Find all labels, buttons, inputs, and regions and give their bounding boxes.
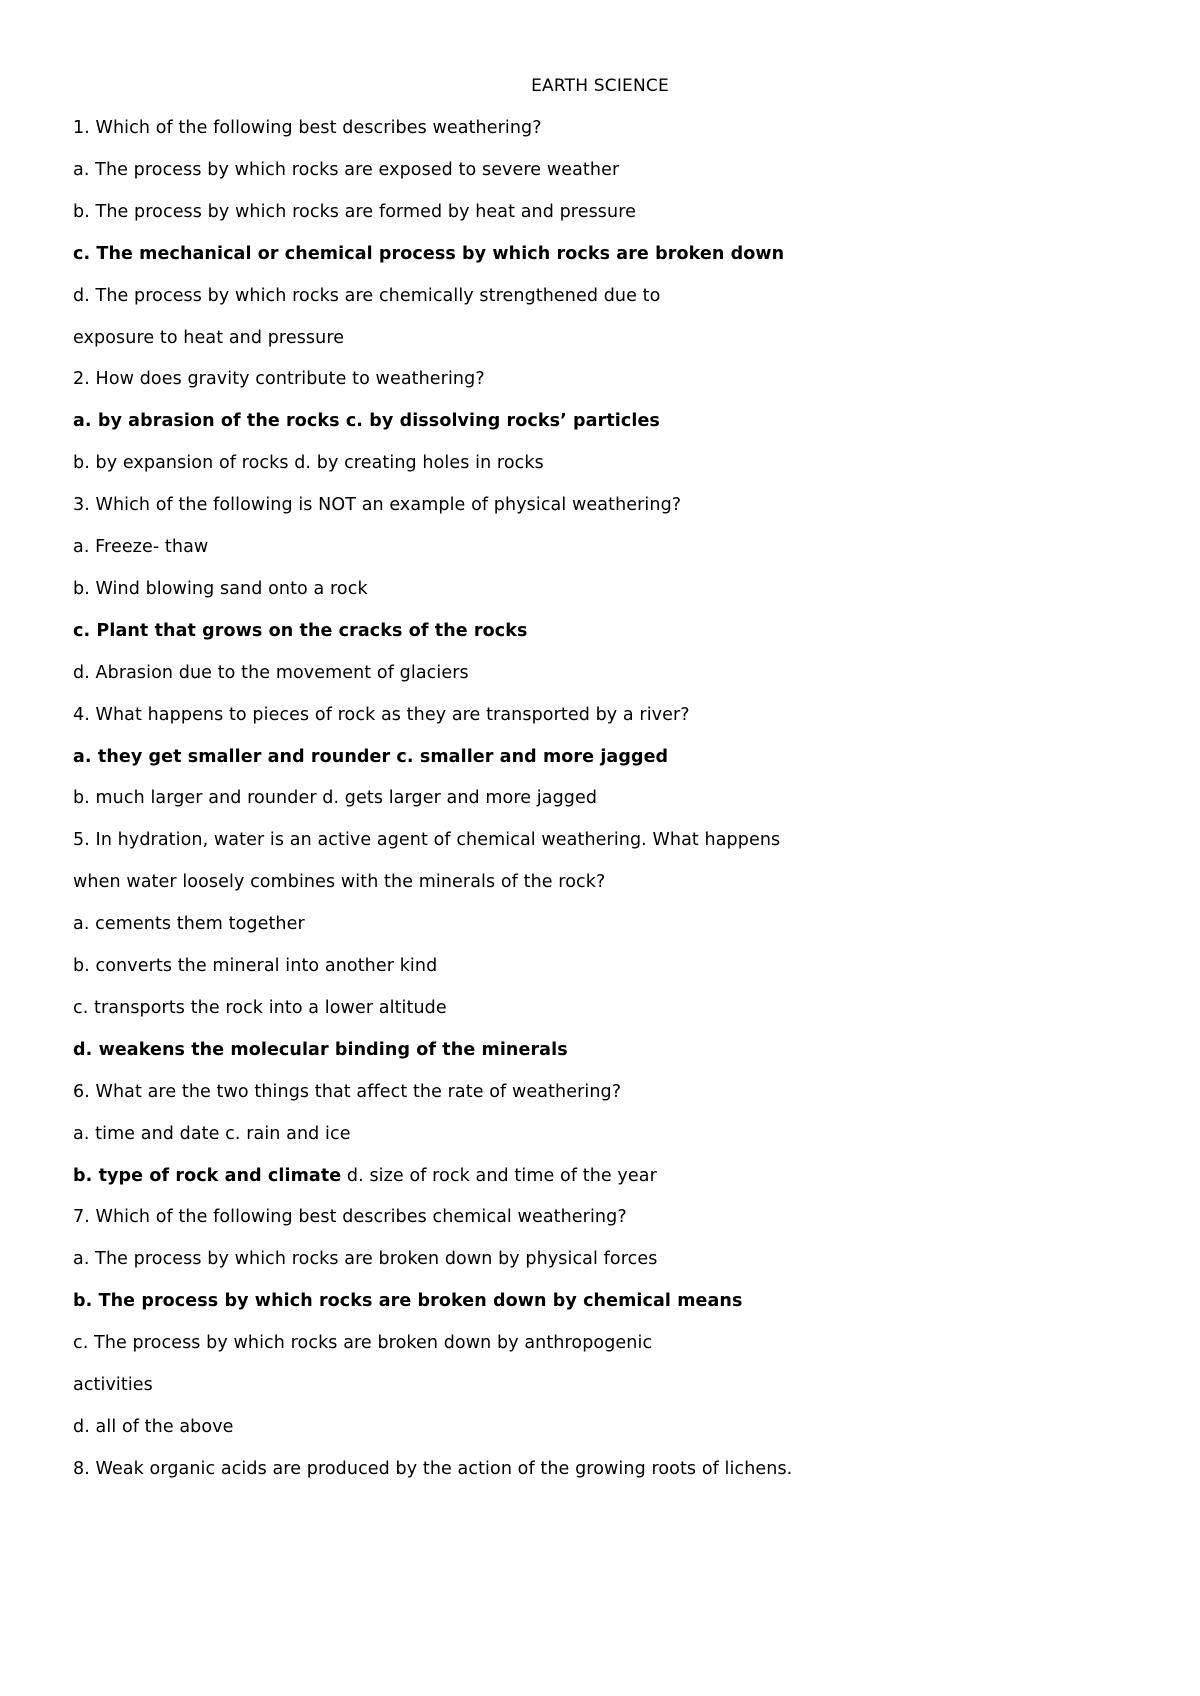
text-line: a. time and date c. rain and ice: [73, 1123, 351, 1144]
text-line: d. The process by which rocks are chemically strengthened due to: [73, 285, 661, 306]
text-line: 1. Which of the following best describes weathering?: [73, 118, 542, 138]
text-line: 5. In hydration, water is an active agent of chemical weathering. What happens: [73, 830, 781, 851]
text-line: b. much larger and rounder d. gets larger and more jagged: [73, 788, 598, 809]
text-line: a. cements them together: [73, 914, 305, 935]
text-line: c. Plant that grows on the cracks of the rocks: [73, 620, 528, 641]
text-line: b. by expansion of rocks d. by creating holes in rocks: [73, 453, 544, 474]
text-line: 2. How does gravity contribute to weathering?: [73, 369, 485, 390]
text-line: a. Freeze- thaw: [73, 537, 209, 557]
text-line: b. The process by which rocks are formed by heat and pressure: [73, 201, 636, 222]
text-line: b. converts the mineral into another kind: [73, 956, 438, 976]
text-line: b. Wind blowing sand onto a rock: [73, 578, 368, 599]
text-run: d. size of rock and time of the year: [341, 1165, 657, 1186]
text-line: when water loosely combines with the minerals of the rock?: [73, 872, 606, 893]
text-line: b. The process by which rocks are broken down by chemical means: [73, 1291, 743, 1312]
text-line: 8. Weak organic acids are produced by the action of the growing roots of lichens.: [73, 1458, 793, 1479]
text-line: d. all of the above: [73, 1416, 234, 1437]
text-line: a. by abrasion of the rocks c. by dissolving rocks’ particles: [73, 411, 660, 432]
text-line: d. Abrasion due to the movement of glaciers: [73, 662, 469, 683]
text-line: 6. What are the two things that affect the rate of weathering?: [73, 1081, 622, 1102]
text-line: 4. What happens to pieces of rock as they are transported by a river?: [73, 704, 690, 725]
page-title: EARTH SCIENCE: [531, 76, 669, 96]
text-run: b. type of rock and climate: [73, 1165, 342, 1186]
text-line: [73, 1166, 657, 1186]
text-line: a. The process by which rocks are broken down by physical forces: [73, 1249, 658, 1270]
text-line: d. weakens the molecular binding of the minerals: [73, 1039, 568, 1060]
text-line: c. The process by which rocks are broken down by anthropogenic: [73, 1333, 653, 1354]
text-line: a. The process by which rocks are exposed to severe weather: [73, 159, 620, 180]
text-line: c. transports the rock into a lower altitude: [73, 997, 447, 1018]
text-line: a. they get smaller and rounder c. smaller and more jagged: [73, 746, 669, 767]
text-line: 7. Which of the following best describes chemical weathering?: [73, 1207, 627, 1228]
text-line: exposure to heat and pressure: [73, 327, 345, 348]
text-line: 3. Which of the following is NOT an example of physical weathering?: [73, 495, 682, 516]
text-line: c. The mechanical or chemical process by which rocks are broken down: [73, 243, 785, 264]
text-line: activities: [73, 1375, 153, 1395]
